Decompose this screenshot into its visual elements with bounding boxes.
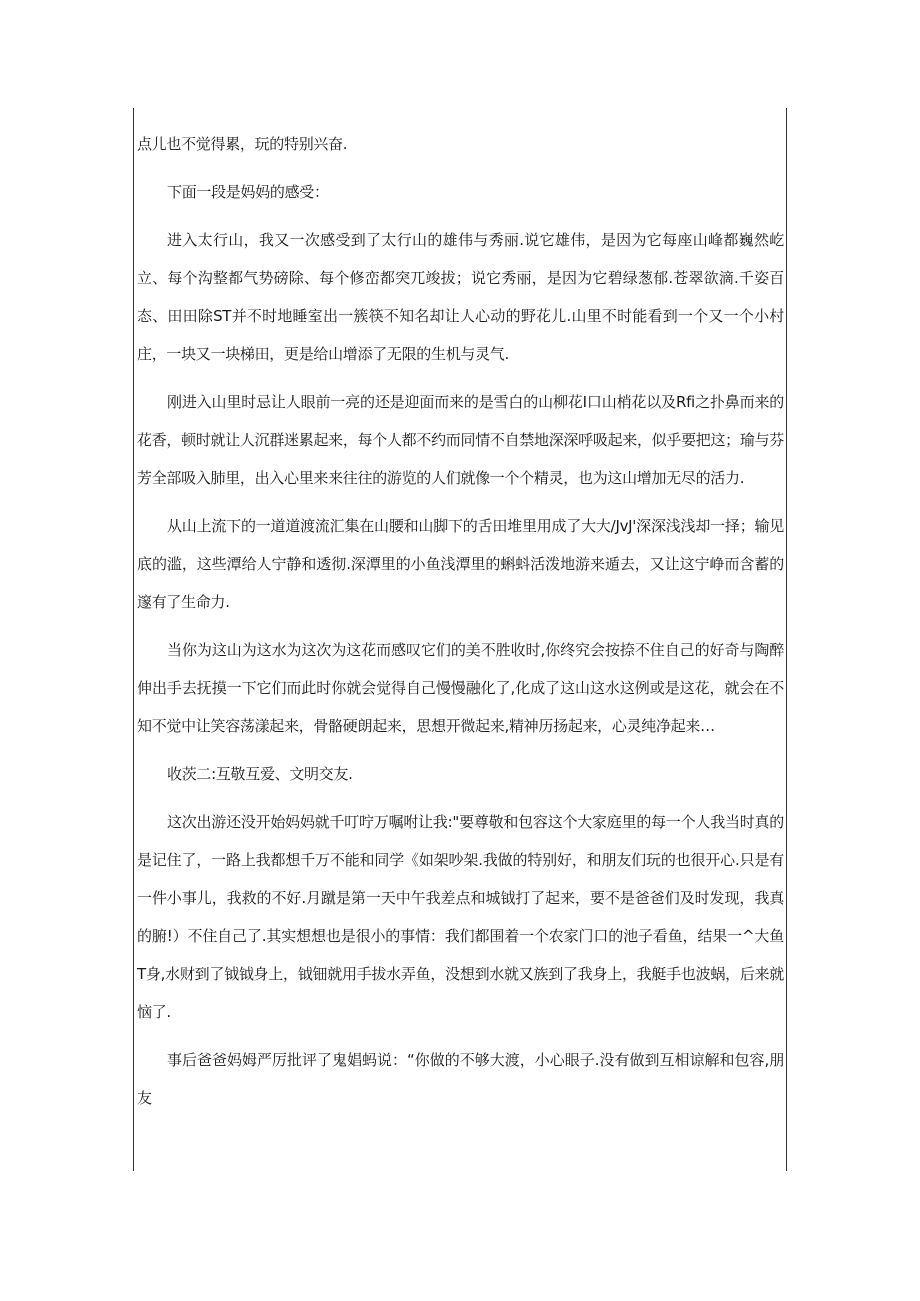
paragraph-story: 这次出游还没开始妈妈就千叮咛万嘱咐让我:"要尊敬和包容这个大家庭里的每一个人我当时真的是记住了，一路上我都想千万不能和同学《如架吵架.我做的特别好，和朋友们玩的也很开心.只是有一件小事儿，我救的不好.月蹴是第一天中午我差点和城钺打了起来，要不是爸爸们及时发现，我真的腑!）不住自己了.其实想想也是很小的事情：我们都围着一个农家门口的池子看鱼，结果一^大鱼T身,水财到了钺钺身上，钺钿就用手拔水弄鱼，没想到水就又族到了我身上，我艇手也波蜗，后来就恼了. [137, 813, 784, 1021]
paragraph-intro-mother: 下面一段是妈妈的感受： [167, 183, 329, 201]
paragraph-criticism: 事后爸爸妈姆严厉批评了鬼娼蚂说：“你做的不够大渡，小心眼子.没有做到互相谅解和包容,朋友 [137, 1051, 784, 1107]
paragraph-wonder: 当你为这山为这水为这次为这花而感叹它们的美不胜收时,你终究会按捺不住自己的好奇与陶醉伸出手去抚摸一下它们而此时你就会觉得自己慢慢融化了,化成了这山这水这例或是这花，就会在不知不觉中让笑容荡漾起来，骨骼硬朗起来，思想开微起来,精神历扬起来，心灵纯净起来… [137, 641, 784, 735]
paragraph-harvest-two: 收茨二:互敬互爱、文明交友. [167, 765, 353, 783]
document-body [137, 125, 784, 1127]
paragraph-flowers: 刚进入山里时忌让人眼前一亮的还是迎面而来的是雪白的山柳花I口山梢花以及Rfi之扑鼻而来的花香，顿时就让人沉群迷累起来，每个人都不约而同情不自禁地深深呼吸起来，似乎要把这；瑜与芬芳全部吸入肺里，出入心里来来往往的游览的人们就像一个个精灵，也为这山增加无尽的活力. [137, 393, 784, 487]
paragraph-continuation: 点儿也不觉得累，玩的特别兴奋. [137, 135, 348, 153]
paragraph-taihang: 进入太行山，我又一次感受到了太行山的雄伟与秀丽.说它雄伟，是因为它每座山峰都巍然屹立、每个沟整都气势磅除、每个修峦都突兀竣拔；说它秀丽，是因为它碧绿葱郁.苍翠欲滴.千姿百态、田田除ST并不时地睡室出一簇筷不知名却让人心动的野花儿.山里不时能看到一个又一个小村庄，一块又一块梯田，更是给山增添了无限的生机与灵气. [137, 231, 784, 363]
paragraph-streams: 从山上流下的一道道渡流汇集在山腰和山脚下的舌田堆里用成了大大/JvJ'深深浅浅却一择；输见底的滥，这些潭给人宁静和透彻.深潭里的小鱼浅潭里的蝌蚪活泼地游来遁去，又让这宁峥而含蓄的邃有了生命力. [137, 517, 784, 611]
